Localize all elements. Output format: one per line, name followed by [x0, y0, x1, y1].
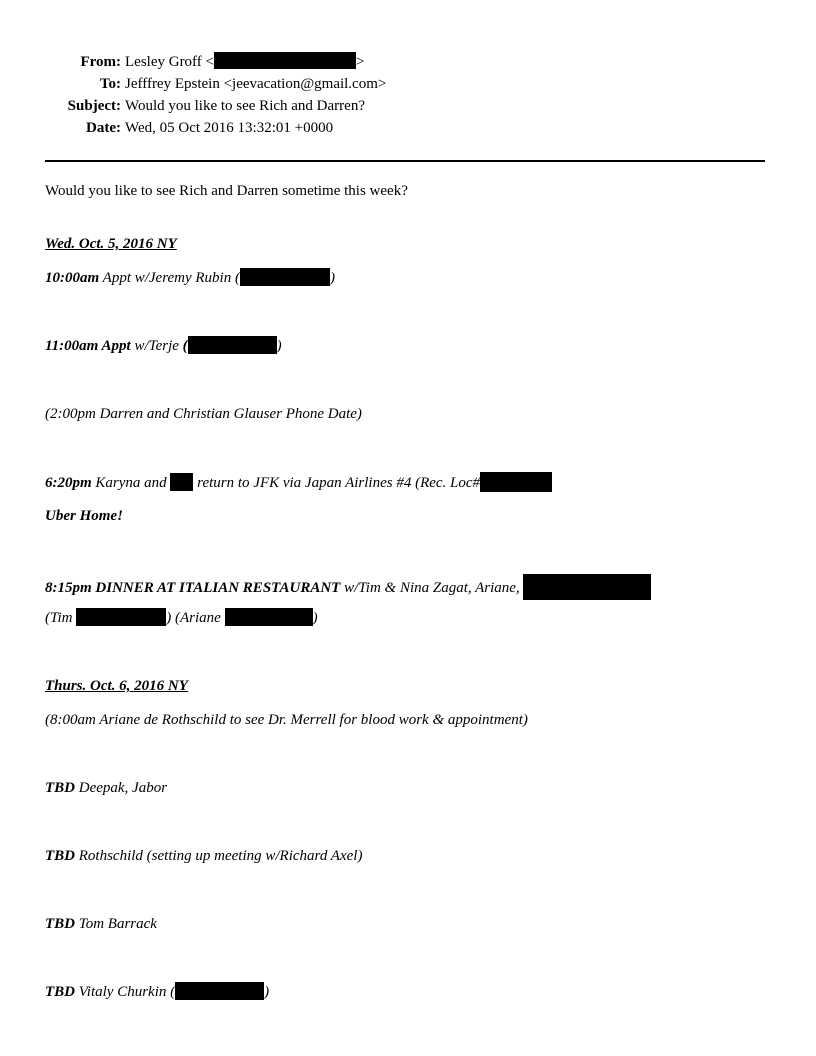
entry-text-close: )	[264, 984, 270, 1000]
redaction-box	[175, 982, 264, 1000]
redaction-box	[170, 473, 193, 491]
redaction-box	[76, 608, 166, 626]
entry-text: Appt w/Jeremy Rubin (	[99, 270, 240, 286]
entry-text: Rothschild (setting up meeting w/Richard Axel)	[75, 848, 363, 864]
entry-text: w/Terje	[130, 338, 183, 354]
to-row	[45, 73, 386, 95]
schedule-entry	[45, 608, 318, 628]
redaction-box	[523, 574, 651, 600]
schedule-entry: (8:00am Ariane de Rothschild to see Dr. Merrell for blood work & appointment)	[45, 712, 528, 728]
tbd-label: TBD	[45, 916, 75, 932]
date-heading-thu: Thurs. Oct. 6, 2016 NY	[45, 678, 188, 694]
date-row	[45, 117, 386, 139]
schedule-entry: Uber Home!	[45, 508, 123, 524]
from-label: From:	[80, 54, 121, 70]
tbd-label: TBD	[45, 780, 75, 796]
intro-text: Would you like to see Rich and Darren sometime this week?	[45, 183, 408, 199]
entry-text: w/Tim & Nina Zagat, Ariane,	[340, 580, 524, 596]
subject-label: Subject:	[67, 98, 121, 114]
entry-text: (Tim	[45, 610, 77, 626]
entry-text-close: )	[329, 270, 335, 286]
email-header	[45, 51, 386, 139]
entry-text-open: (	[182, 338, 188, 354]
tbd-label: TBD	[45, 848, 75, 864]
to-value: Jefffrey Epstein <jeevacation@gmail.com>	[125, 76, 387, 92]
date-value: Wed, 05 Oct 2016 13:32:01 +0000	[125, 120, 334, 136]
from-value	[125, 51, 364, 73]
entry-text: return to JFK via Japan Airlines #4 (Rec. Loc#	[193, 475, 481, 491]
schedule-entry	[45, 268, 335, 288]
subject-value: Would you like to see Rich and Darren?	[125, 98, 365, 114]
date-heading-wed: Wed. Oct. 5, 2016 NY	[45, 236, 177, 252]
date-label: Date:	[86, 120, 121, 136]
redaction-box	[188, 336, 277, 354]
from-row	[45, 51, 386, 73]
schedule-entry	[45, 778, 167, 798]
schedule-entry	[45, 336, 282, 356]
schedule-entry	[45, 846, 362, 866]
redaction-box	[214, 52, 356, 69]
redaction-box	[240, 268, 330, 286]
from-close: >	[356, 54, 365, 70]
entry-text-close: )	[276, 338, 282, 354]
from-name: Lesley Groff <	[125, 54, 214, 70]
header-divider	[45, 160, 765, 162]
redaction-box	[225, 608, 313, 626]
entry-text: Tom Barrack	[75, 916, 157, 932]
schedule-entry	[45, 574, 651, 600]
entry-text: Karyna and	[91, 475, 171, 491]
entry-time: 10:00am	[45, 270, 100, 286]
subject-row	[45, 95, 386, 117]
schedule-entry	[45, 472, 552, 493]
schedule-entry	[45, 914, 157, 934]
schedule-entry: (2:00pm Darren and Christian Glauser Phone Date)	[45, 406, 362, 422]
tbd-label: TBD	[45, 984, 75, 1000]
entry-time: 6:20pm	[45, 475, 92, 491]
schedule-entry	[45, 982, 269, 1002]
entry-text: Deepak, Jabor	[75, 780, 168, 796]
entry-time: 8:15pm DINNER AT ITALIAN RESTAURANT	[45, 580, 341, 596]
entry-time: 11:00am Appt	[45, 338, 131, 354]
entry-text: ) (Ariane	[166, 610, 225, 626]
entry-text-close: )	[312, 610, 318, 626]
redaction-box	[480, 472, 552, 492]
to-label: To:	[99, 76, 121, 92]
entry-text: Vitaly Churkin (	[75, 984, 176, 1000]
